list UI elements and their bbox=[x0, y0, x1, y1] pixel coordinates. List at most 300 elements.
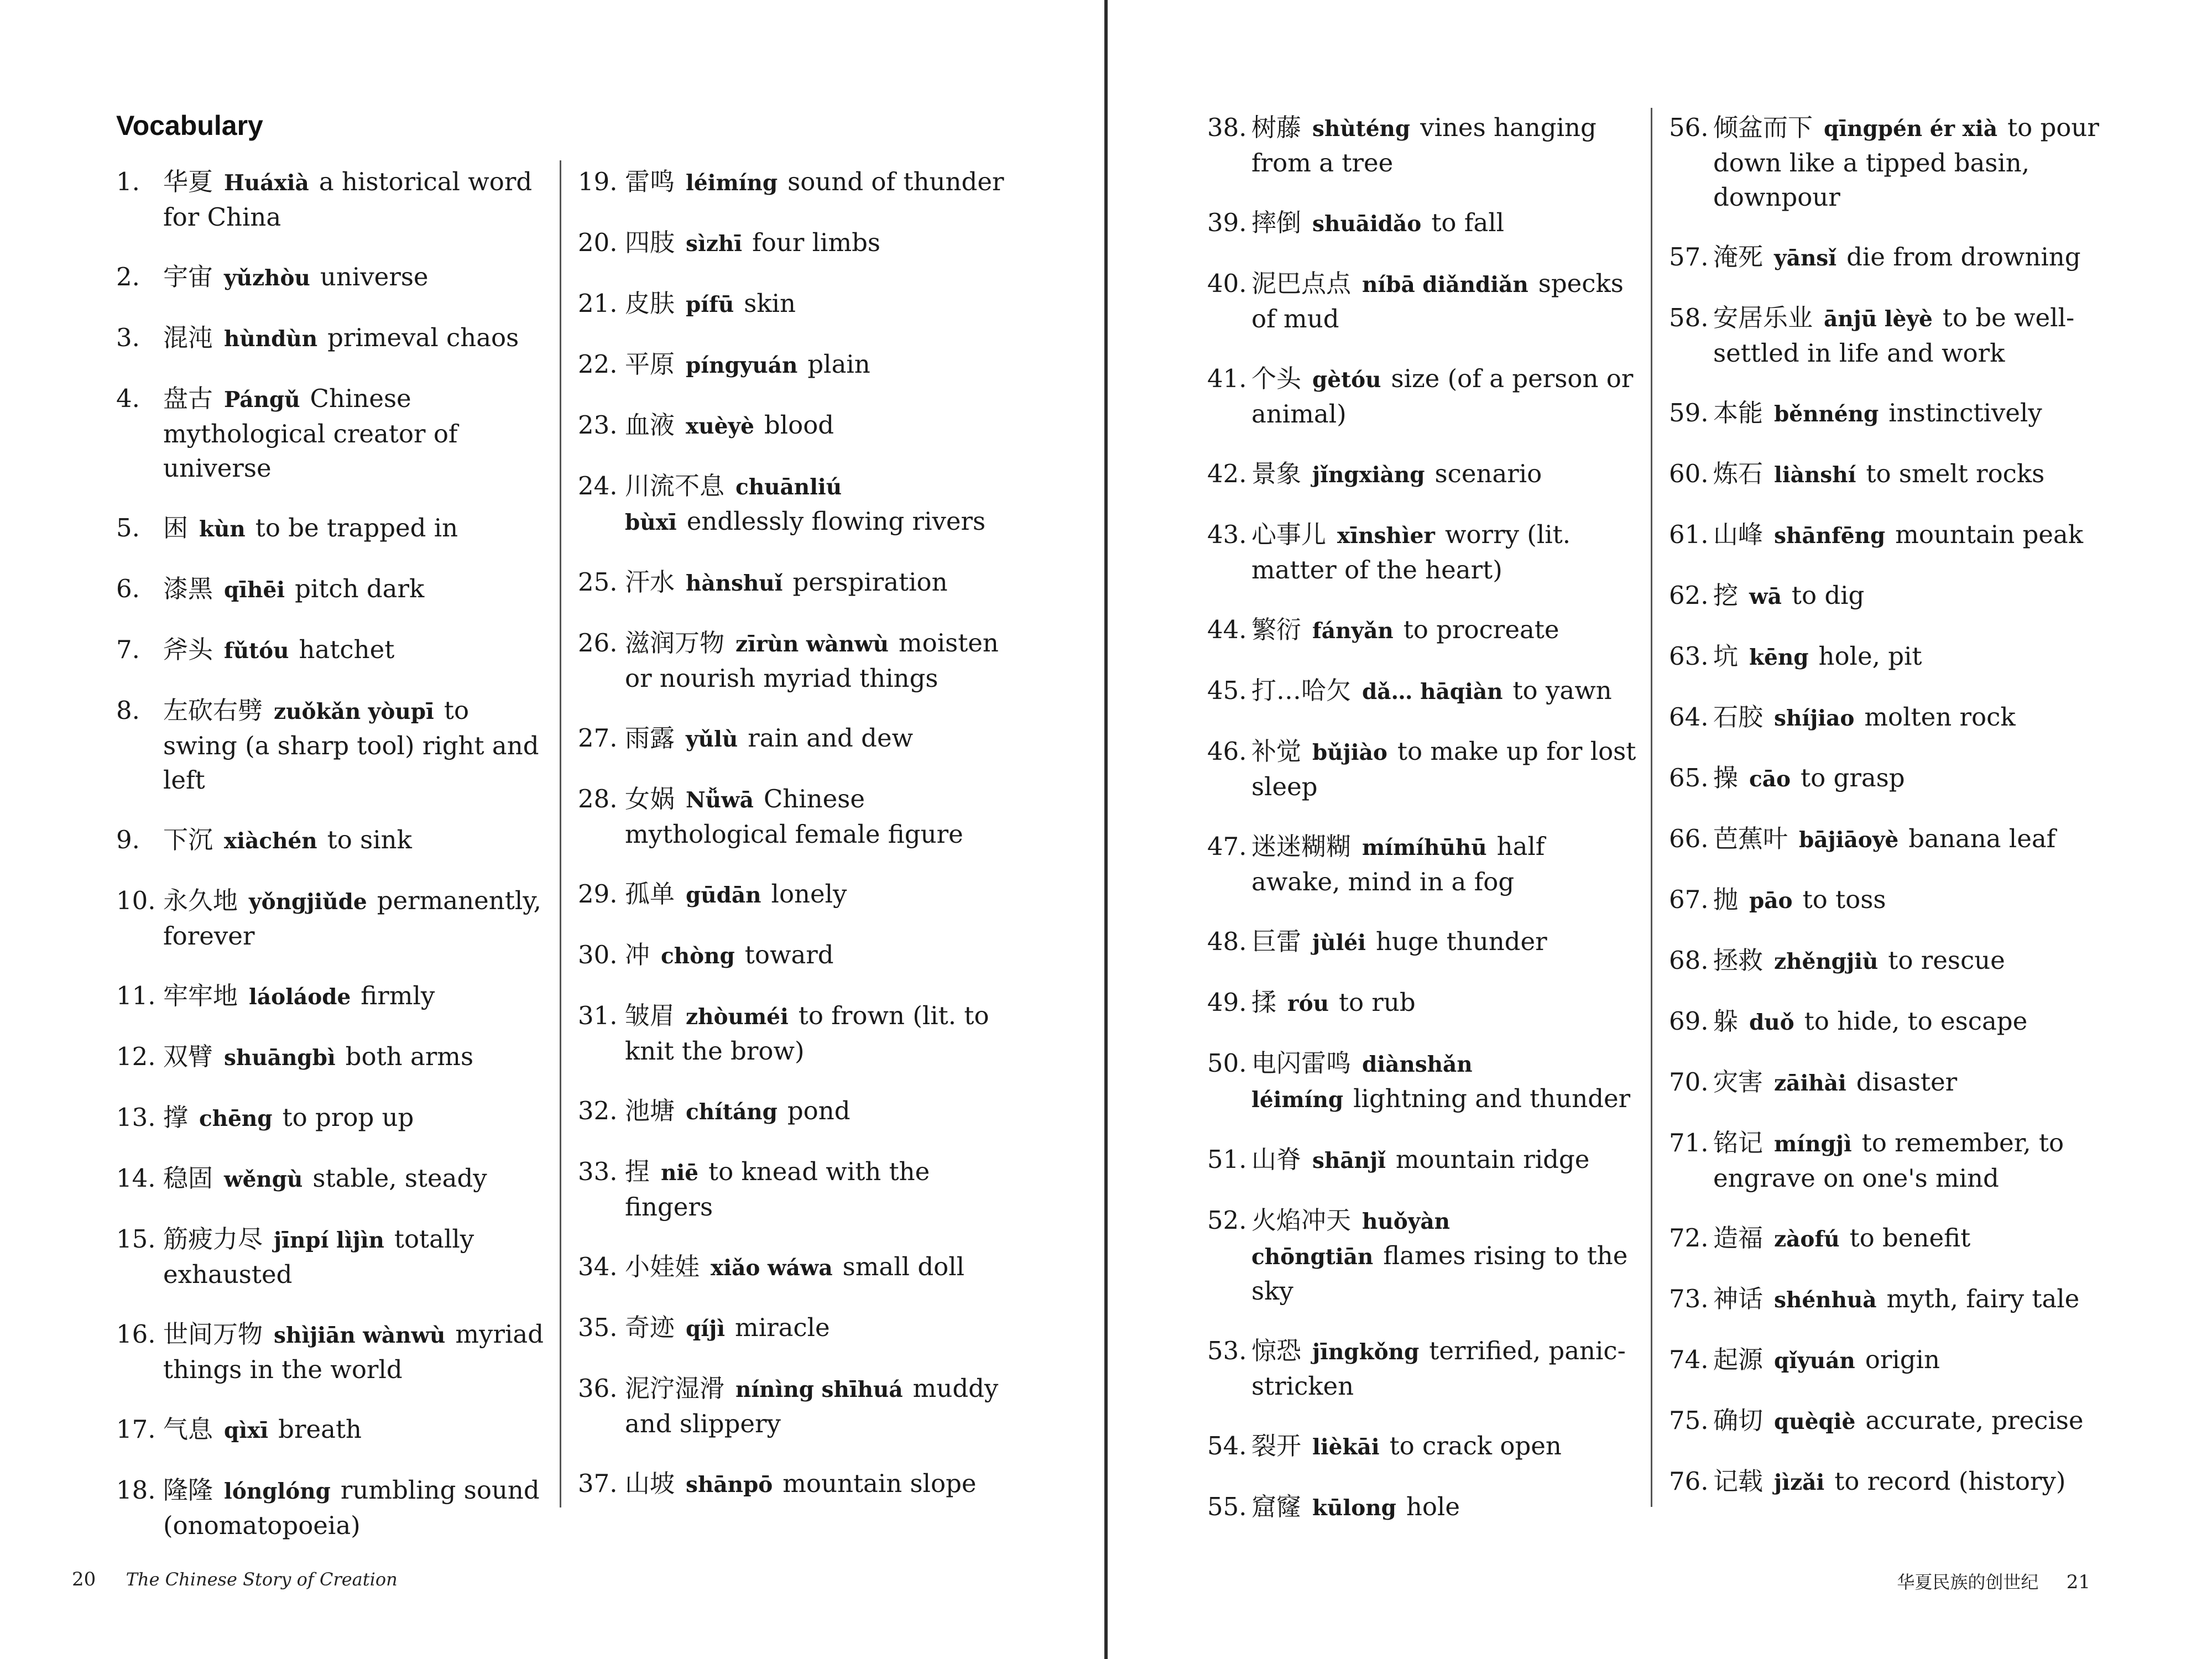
english-gloss: to frown (lit. to knit the brow) bbox=[625, 1001, 989, 1066]
entry-body bbox=[1251, 830, 1639, 899]
entry-number: 58. bbox=[1669, 303, 1709, 332]
pinyin: cāo bbox=[1749, 766, 1791, 792]
vocab-entry bbox=[1669, 518, 2100, 553]
chinese-term: 宇宙 bbox=[163, 262, 213, 291]
entry-number: 20. bbox=[578, 228, 618, 257]
vocab-column-2 bbox=[578, 165, 1009, 1527]
english-gloss: moisten or nourish myriad things bbox=[625, 628, 999, 693]
entry-body bbox=[163, 511, 547, 546]
english-gloss: to hide, to escape bbox=[1804, 1006, 2028, 1036]
entry-body bbox=[163, 321, 547, 356]
pinyin: běnnéng bbox=[1774, 401, 1879, 427]
chinese-term: 牢牢地 bbox=[163, 981, 238, 1010]
vocab-entry bbox=[1669, 1126, 2100, 1196]
pinyin: chuānliú bùxī bbox=[625, 474, 842, 535]
chinese-term: 炼石 bbox=[1713, 459, 1764, 488]
vocab-entry bbox=[1669, 1404, 2100, 1439]
english-gloss: Chinese mythological creator of universe bbox=[163, 384, 458, 483]
pinyin: pífū bbox=[686, 292, 734, 317]
entry-number: 53. bbox=[1207, 1336, 1247, 1365]
column-divider bbox=[560, 160, 561, 1507]
entry-body bbox=[625, 877, 1009, 912]
pinyin: róu bbox=[1287, 991, 1329, 1016]
english-gloss: myth, fairy tale bbox=[1886, 1284, 2080, 1313]
vocab-entry bbox=[116, 823, 547, 858]
entry-number: 12. bbox=[116, 1042, 156, 1071]
pinyin: míngjì bbox=[1774, 1131, 1852, 1157]
vocab-entry bbox=[1207, 830, 1639, 899]
entry-number: 40. bbox=[1207, 269, 1247, 298]
chinese-term: 泥泞湿滑 bbox=[625, 1374, 725, 1403]
vocab-entry bbox=[116, 165, 547, 234]
chinese-term: 窟窿 bbox=[1251, 1492, 1302, 1521]
english-gloss: to make up for lost sleep bbox=[1251, 737, 1636, 801]
pinyin: zuǒkǎn yòupī bbox=[274, 699, 434, 724]
entry-body bbox=[1713, 240, 2100, 275]
chinese-term: 树藤 bbox=[1251, 113, 1302, 142]
entry-number: 47. bbox=[1207, 832, 1247, 861]
entry-number: 27. bbox=[578, 723, 618, 753]
entry-number: 4. bbox=[116, 384, 140, 413]
english-gloss: rumbling sound (onomatopoeia) bbox=[163, 1475, 540, 1540]
entry-body bbox=[1713, 111, 2100, 215]
entry-body bbox=[1251, 111, 1639, 180]
entry-number: 35. bbox=[578, 1313, 618, 1342]
entry-body bbox=[625, 1311, 1009, 1346]
english-gloss: accurate, precise bbox=[1865, 1406, 2084, 1435]
entry-body bbox=[1713, 1221, 2100, 1256]
entry-number: 7. bbox=[116, 635, 140, 664]
english-gloss: disaster bbox=[1856, 1067, 1958, 1097]
vocab-entry bbox=[1207, 1203, 1639, 1308]
pinyin: ānjū lèyè bbox=[1824, 306, 1933, 332]
pinyin: shānpō bbox=[686, 1472, 773, 1498]
vocab-entry bbox=[116, 979, 547, 1014]
pinyin: yǒngjiǔde bbox=[249, 889, 367, 915]
vocab-entry bbox=[578, 565, 1009, 601]
chinese-term: 淹死 bbox=[1713, 242, 1764, 272]
entry-number: 48. bbox=[1207, 927, 1247, 956]
page-number-left: 20 bbox=[72, 1568, 96, 1590]
entry-body bbox=[1251, 925, 1639, 960]
english-gloss: mountain ridge bbox=[1395, 1145, 1590, 1174]
pinyin: chēng bbox=[199, 1106, 273, 1131]
english-gloss: endlessly flowing rivers bbox=[686, 507, 986, 536]
english-gloss: die from drowning bbox=[1846, 242, 2081, 272]
vocab-entry bbox=[1669, 1065, 2100, 1100]
entry-number: 68. bbox=[1669, 946, 1709, 975]
english-gloss: half awake, mind in a fog bbox=[1251, 832, 1545, 896]
entry-number: 61. bbox=[1669, 520, 1709, 549]
vocab-entry bbox=[578, 1371, 1009, 1441]
pinyin: sìzhī bbox=[686, 231, 743, 257]
pinyin: shùténg bbox=[1312, 116, 1411, 142]
english-gloss: to pour down like a tipped basin, downpour bbox=[1713, 113, 2099, 212]
vocab-entry bbox=[1207, 925, 1639, 960]
chinese-term: 永久地 bbox=[163, 886, 238, 915]
english-gloss: hatchet bbox=[299, 635, 395, 664]
entry-body bbox=[163, 260, 547, 295]
entry-number: 11. bbox=[116, 981, 156, 1010]
english-gloss: scenario bbox=[1434, 459, 1542, 488]
english-gloss: to sink bbox=[327, 825, 412, 854]
entry-number: 70. bbox=[1669, 1067, 1709, 1097]
chinese-term: 抛 bbox=[1713, 885, 1739, 914]
chinese-term: 山坡 bbox=[625, 1469, 675, 1498]
chinese-term: 雨露 bbox=[625, 723, 675, 753]
entry-number: 23. bbox=[578, 410, 618, 440]
chinese-term: 漆黑 bbox=[163, 574, 213, 603]
entry-number: 76. bbox=[1669, 1467, 1709, 1496]
entry-number: 26. bbox=[578, 628, 618, 658]
entry-body bbox=[1251, 267, 1639, 336]
chinese-term: 小娃娃 bbox=[625, 1252, 700, 1281]
entry-number: 66. bbox=[1669, 824, 1709, 853]
left-page bbox=[0, 0, 1105, 1659]
vocab-entry bbox=[116, 1412, 547, 1448]
chinese-term: 四肢 bbox=[625, 228, 675, 257]
chinese-term: 世间万物 bbox=[163, 1319, 263, 1349]
english-gloss: mountain peak bbox=[1895, 520, 2084, 549]
chinese-term: 孤单 bbox=[625, 879, 675, 909]
vocab-entry bbox=[578, 782, 1009, 852]
vocab-entry bbox=[116, 260, 547, 295]
entry-body bbox=[163, 1100, 547, 1136]
entry-body bbox=[1251, 985, 1639, 1021]
vocab-entry bbox=[1207, 1142, 1639, 1178]
vocab-entry bbox=[578, 1094, 1009, 1129]
entry-number: 41. bbox=[1207, 364, 1247, 393]
chinese-term: 个头 bbox=[1251, 364, 1302, 393]
pinyin: jìzǎi bbox=[1774, 1470, 1825, 1495]
entry-number: 19. bbox=[578, 167, 618, 196]
entry-body bbox=[625, 469, 1009, 540]
entry-number: 33. bbox=[578, 1157, 618, 1186]
entry-number: 62. bbox=[1669, 581, 1709, 610]
vocab-column-3 bbox=[1207, 111, 1639, 1551]
chinese-term: 双臂 bbox=[163, 1042, 213, 1071]
pinyin: quèqiè bbox=[1774, 1409, 1856, 1434]
chinese-term: 稳固 bbox=[163, 1164, 213, 1193]
right-page bbox=[1108, 0, 2212, 1659]
vocab-entry bbox=[1207, 267, 1639, 336]
pinyin: zīrùn wànwù bbox=[735, 632, 889, 657]
english-gloss: to smelt rocks bbox=[1866, 459, 2045, 488]
english-gloss: huge thunder bbox=[1375, 927, 1547, 956]
chinese-term: 下沉 bbox=[163, 825, 213, 854]
vocab-entry bbox=[578, 165, 1009, 200]
english-gloss: flames rising to the sky bbox=[1251, 1241, 1628, 1306]
pinyin: jùléi bbox=[1312, 930, 1366, 956]
chinese-term: 筋疲力尽 bbox=[163, 1224, 263, 1254]
vocab-entry bbox=[116, 1317, 547, 1387]
pinyin: zāihài bbox=[1774, 1071, 1846, 1096]
entry-number: 2. bbox=[116, 262, 140, 291]
entry-number: 21. bbox=[578, 289, 618, 318]
english-gloss: muddy and slippery bbox=[625, 1374, 999, 1438]
entry-body bbox=[163, 165, 547, 234]
english-gloss: to dig bbox=[1791, 581, 1865, 610]
pinyin: lónglóng bbox=[224, 1479, 331, 1504]
vocab-entry bbox=[116, 1100, 547, 1136]
entry-body bbox=[163, 823, 547, 858]
vocab-entry bbox=[116, 321, 547, 356]
chinese-term: 火焰冲天 bbox=[1251, 1206, 1352, 1235]
english-gloss: to knead with the fingers bbox=[625, 1157, 930, 1222]
chinese-term: 起源 bbox=[1713, 1345, 1764, 1374]
entry-body bbox=[1251, 518, 1639, 587]
english-gloss: to yawn bbox=[1512, 676, 1612, 705]
pinyin: hànshuǐ bbox=[686, 571, 783, 596]
pinyin: léimíng bbox=[686, 170, 778, 196]
pinyin: shénhuà bbox=[1774, 1287, 1877, 1313]
entry-body bbox=[1713, 639, 2100, 675]
pinyin: gūdān bbox=[686, 883, 761, 908]
entry-number: 32. bbox=[578, 1096, 618, 1125]
entry-number: 39. bbox=[1207, 208, 1247, 237]
pinyin: zhòuméi bbox=[686, 1004, 789, 1030]
english-gloss: to crack open bbox=[1389, 1431, 1562, 1460]
entry-body bbox=[1251, 734, 1639, 804]
entry-number: 45. bbox=[1207, 676, 1247, 705]
entry-body bbox=[625, 347, 1009, 383]
chinese-term: 操 bbox=[1713, 763, 1739, 792]
entry-body bbox=[1713, 1282, 2100, 1317]
pinyin: Pángǔ bbox=[224, 387, 300, 413]
vocab-entry bbox=[1669, 700, 2100, 735]
entry-number: 34. bbox=[578, 1252, 618, 1281]
english-gloss: pond bbox=[787, 1096, 851, 1125]
english-gloss: hole bbox=[1406, 1492, 1460, 1521]
vocab-entry bbox=[116, 1040, 547, 1075]
chinese-term: 确切 bbox=[1713, 1406, 1764, 1435]
entry-body bbox=[163, 979, 547, 1014]
entry-body bbox=[625, 1371, 1009, 1441]
vocab-entry bbox=[116, 572, 547, 607]
vocab-entry bbox=[1669, 1004, 2100, 1040]
pinyin: fǔtóu bbox=[224, 638, 289, 664]
chinese-term: 斧头 bbox=[163, 635, 213, 664]
vocab-entry bbox=[1669, 1343, 2100, 1378]
pinyin: bājiāoyè bbox=[1799, 827, 1899, 853]
pinyin: yǔlù bbox=[686, 727, 738, 752]
chinese-term: 揉 bbox=[1251, 988, 1277, 1017]
entry-body bbox=[625, 408, 1009, 444]
vocab-entry bbox=[1669, 883, 2100, 918]
chinese-term: 躲 bbox=[1713, 1006, 1739, 1036]
entry-number: 75. bbox=[1669, 1406, 1709, 1435]
column-divider bbox=[1651, 108, 1652, 1507]
vocab-entry bbox=[578, 286, 1009, 322]
pinyin: shíjiao bbox=[1774, 706, 1855, 731]
chinese-term: 冲 bbox=[625, 940, 650, 969]
pinyin: jǐngxiàng bbox=[1312, 462, 1425, 488]
chinese-term: 补觉 bbox=[1251, 737, 1302, 766]
pinyin: dǎ… hāqiàn bbox=[1362, 679, 1503, 705]
entry-body bbox=[625, 1467, 1009, 1502]
vocab-entry bbox=[1669, 1221, 2100, 1256]
entry-body bbox=[625, 226, 1009, 261]
vocab-entry bbox=[1207, 1490, 1639, 1525]
vocab-entry bbox=[578, 938, 1009, 973]
running-title-right: 华夏民族的创世纪 bbox=[1897, 1572, 2039, 1593]
entry-body bbox=[625, 999, 1009, 1068]
entry-body bbox=[163, 1040, 547, 1075]
pinyin: chòng bbox=[661, 943, 735, 969]
vocab-entry bbox=[578, 1467, 1009, 1502]
entry-body bbox=[1713, 883, 2100, 918]
entry-number: 30. bbox=[578, 940, 618, 969]
vocab-entry bbox=[1207, 518, 1639, 587]
vocab-entry bbox=[1207, 1429, 1639, 1464]
english-gloss: both arms bbox=[345, 1042, 474, 1071]
vocab-entry bbox=[578, 626, 1009, 696]
entry-body bbox=[163, 1473, 547, 1543]
entry-body bbox=[163, 572, 547, 607]
entry-number: 9. bbox=[116, 825, 140, 854]
pinyin: pāo bbox=[1749, 888, 1793, 914]
english-gloss: Chinese mythological female figure bbox=[625, 784, 963, 849]
entry-number: 50. bbox=[1207, 1048, 1247, 1078]
entry-body bbox=[1251, 1334, 1639, 1404]
chinese-term: 心事儿 bbox=[1251, 520, 1327, 549]
pinyin: shìjiān wànwù bbox=[274, 1323, 446, 1348]
entry-number: 38. bbox=[1207, 113, 1247, 142]
chinese-term: 困 bbox=[163, 513, 189, 542]
chinese-term: 芭蕉叶 bbox=[1713, 824, 1788, 853]
entry-number: 28. bbox=[578, 784, 618, 813]
chinese-term: 血液 bbox=[625, 410, 675, 440]
vocab-entry bbox=[1207, 1046, 1639, 1117]
entry-body bbox=[625, 1094, 1009, 1129]
pinyin: qīhēi bbox=[224, 577, 285, 603]
entry-body bbox=[625, 286, 1009, 322]
chinese-term: 造福 bbox=[1713, 1223, 1764, 1253]
entry-number: 6. bbox=[116, 574, 140, 603]
chinese-term: 灾害 bbox=[1713, 1067, 1764, 1097]
english-gloss: to remember, to engrave on one's mind bbox=[1713, 1128, 2064, 1193]
right-footer bbox=[1897, 1568, 2090, 1594]
english-gloss: toward bbox=[744, 940, 834, 969]
chinese-term: 隆隆 bbox=[163, 1475, 213, 1505]
entry-body bbox=[625, 1250, 1009, 1285]
vocab-entry bbox=[116, 884, 547, 953]
english-gloss: molten rock bbox=[1864, 702, 2016, 732]
chinese-term: 泥巴点点 bbox=[1251, 269, 1352, 298]
entry-number: 22. bbox=[578, 349, 618, 379]
entry-number: 16. bbox=[116, 1319, 156, 1349]
english-gloss: to grasp bbox=[1801, 763, 1905, 792]
pinyin: hùndùn bbox=[224, 326, 318, 352]
entry-number: 24. bbox=[578, 471, 618, 500]
pinyin: xīnshìer bbox=[1337, 523, 1435, 549]
vocab-entry bbox=[1669, 111, 2100, 215]
chinese-term: 捏 bbox=[625, 1157, 650, 1186]
vocab-entry bbox=[578, 721, 1009, 757]
chinese-term: 迷迷糊糊 bbox=[1251, 832, 1352, 861]
vocab-entry bbox=[578, 1155, 1009, 1224]
english-gloss: to rescue bbox=[1888, 946, 2005, 975]
entry-number: 54. bbox=[1207, 1431, 1247, 1460]
entry-number: 55. bbox=[1207, 1492, 1247, 1521]
vocab-entry bbox=[116, 1222, 547, 1292]
pinyin: qǐyuán bbox=[1774, 1348, 1855, 1374]
entry-body bbox=[625, 565, 1009, 601]
english-gloss: to be well-settled in life and work bbox=[1713, 303, 2075, 368]
entry-body bbox=[1713, 1065, 2100, 1100]
english-gloss: origin bbox=[1865, 1345, 1940, 1374]
entry-number: 69. bbox=[1669, 1006, 1709, 1036]
entry-body bbox=[163, 1412, 547, 1448]
entry-number: 56. bbox=[1669, 113, 1709, 142]
english-gloss: terrified, panic-stricken bbox=[1251, 1336, 1626, 1401]
pinyin: qìxī bbox=[224, 1418, 269, 1443]
english-gloss: to prop up bbox=[282, 1103, 414, 1132]
english-gloss: totally exhausted bbox=[163, 1224, 474, 1289]
english-gloss: four limbs bbox=[752, 228, 881, 257]
entry-body bbox=[1251, 1429, 1639, 1464]
vocab-entry bbox=[1669, 396, 2100, 431]
english-gloss: mountain slope bbox=[782, 1469, 977, 1498]
pinyin: shānfēng bbox=[1774, 523, 1886, 549]
english-gloss: size (of a person or animal) bbox=[1251, 364, 1634, 429]
entry-number: 65. bbox=[1669, 763, 1709, 792]
entry-number: 43. bbox=[1207, 520, 1247, 549]
chinese-term: 繁衍 bbox=[1251, 615, 1302, 644]
chinese-term: 安居乐业 bbox=[1713, 303, 1813, 332]
chinese-term: 山峰 bbox=[1713, 520, 1764, 549]
english-gloss: to fall bbox=[1431, 208, 1505, 237]
chinese-term: 挖 bbox=[1713, 581, 1739, 610]
vocab-entry bbox=[1669, 578, 2100, 614]
entry-body bbox=[1713, 457, 2100, 492]
pinyin: mímíhūhū bbox=[1362, 835, 1487, 860]
pinyin: fányǎn bbox=[1312, 618, 1394, 644]
pinyin: qīngpén ér xià bbox=[1824, 116, 1998, 142]
entry-number: 17. bbox=[116, 1415, 156, 1444]
english-gloss: to toss bbox=[1802, 885, 1886, 914]
pinyin: píngyuán bbox=[686, 353, 798, 378]
chinese-term: 混沌 bbox=[163, 323, 213, 352]
english-gloss: miracle bbox=[735, 1313, 830, 1342]
english-gloss: primeval chaos bbox=[327, 323, 519, 352]
pinyin: shuāngbì bbox=[224, 1045, 336, 1071]
entry-body bbox=[163, 1161, 547, 1197]
entry-number: 36. bbox=[578, 1374, 618, 1403]
chinese-term: 山脊 bbox=[1251, 1145, 1302, 1174]
english-gloss: breath bbox=[278, 1415, 362, 1444]
chinese-term: 拯救 bbox=[1713, 946, 1764, 975]
chinese-term: 滋润万物 bbox=[625, 628, 725, 658]
pinyin: shānjǐ bbox=[1312, 1148, 1386, 1173]
entry-body bbox=[1713, 301, 2100, 371]
entry-body bbox=[1251, 457, 1639, 492]
chinese-term: 平原 bbox=[625, 349, 675, 379]
english-gloss: lonely bbox=[771, 879, 847, 909]
chinese-term: 汗水 bbox=[625, 567, 675, 597]
pinyin: jīnpí lìjìn bbox=[274, 1228, 384, 1253]
english-gloss: to procreate bbox=[1403, 615, 1559, 644]
vocabulary-heading: Vocabulary bbox=[116, 110, 263, 141]
entry-body bbox=[625, 721, 1009, 757]
vocab-entry bbox=[1669, 639, 2100, 675]
english-gloss: sound of thunder bbox=[787, 167, 1004, 196]
pinyin: kūlong bbox=[1312, 1495, 1396, 1521]
entry-body bbox=[1713, 943, 2100, 979]
vocab-entry bbox=[1207, 1334, 1639, 1404]
vocab-entry bbox=[578, 1250, 1009, 1285]
vocab-entry bbox=[116, 1473, 547, 1543]
